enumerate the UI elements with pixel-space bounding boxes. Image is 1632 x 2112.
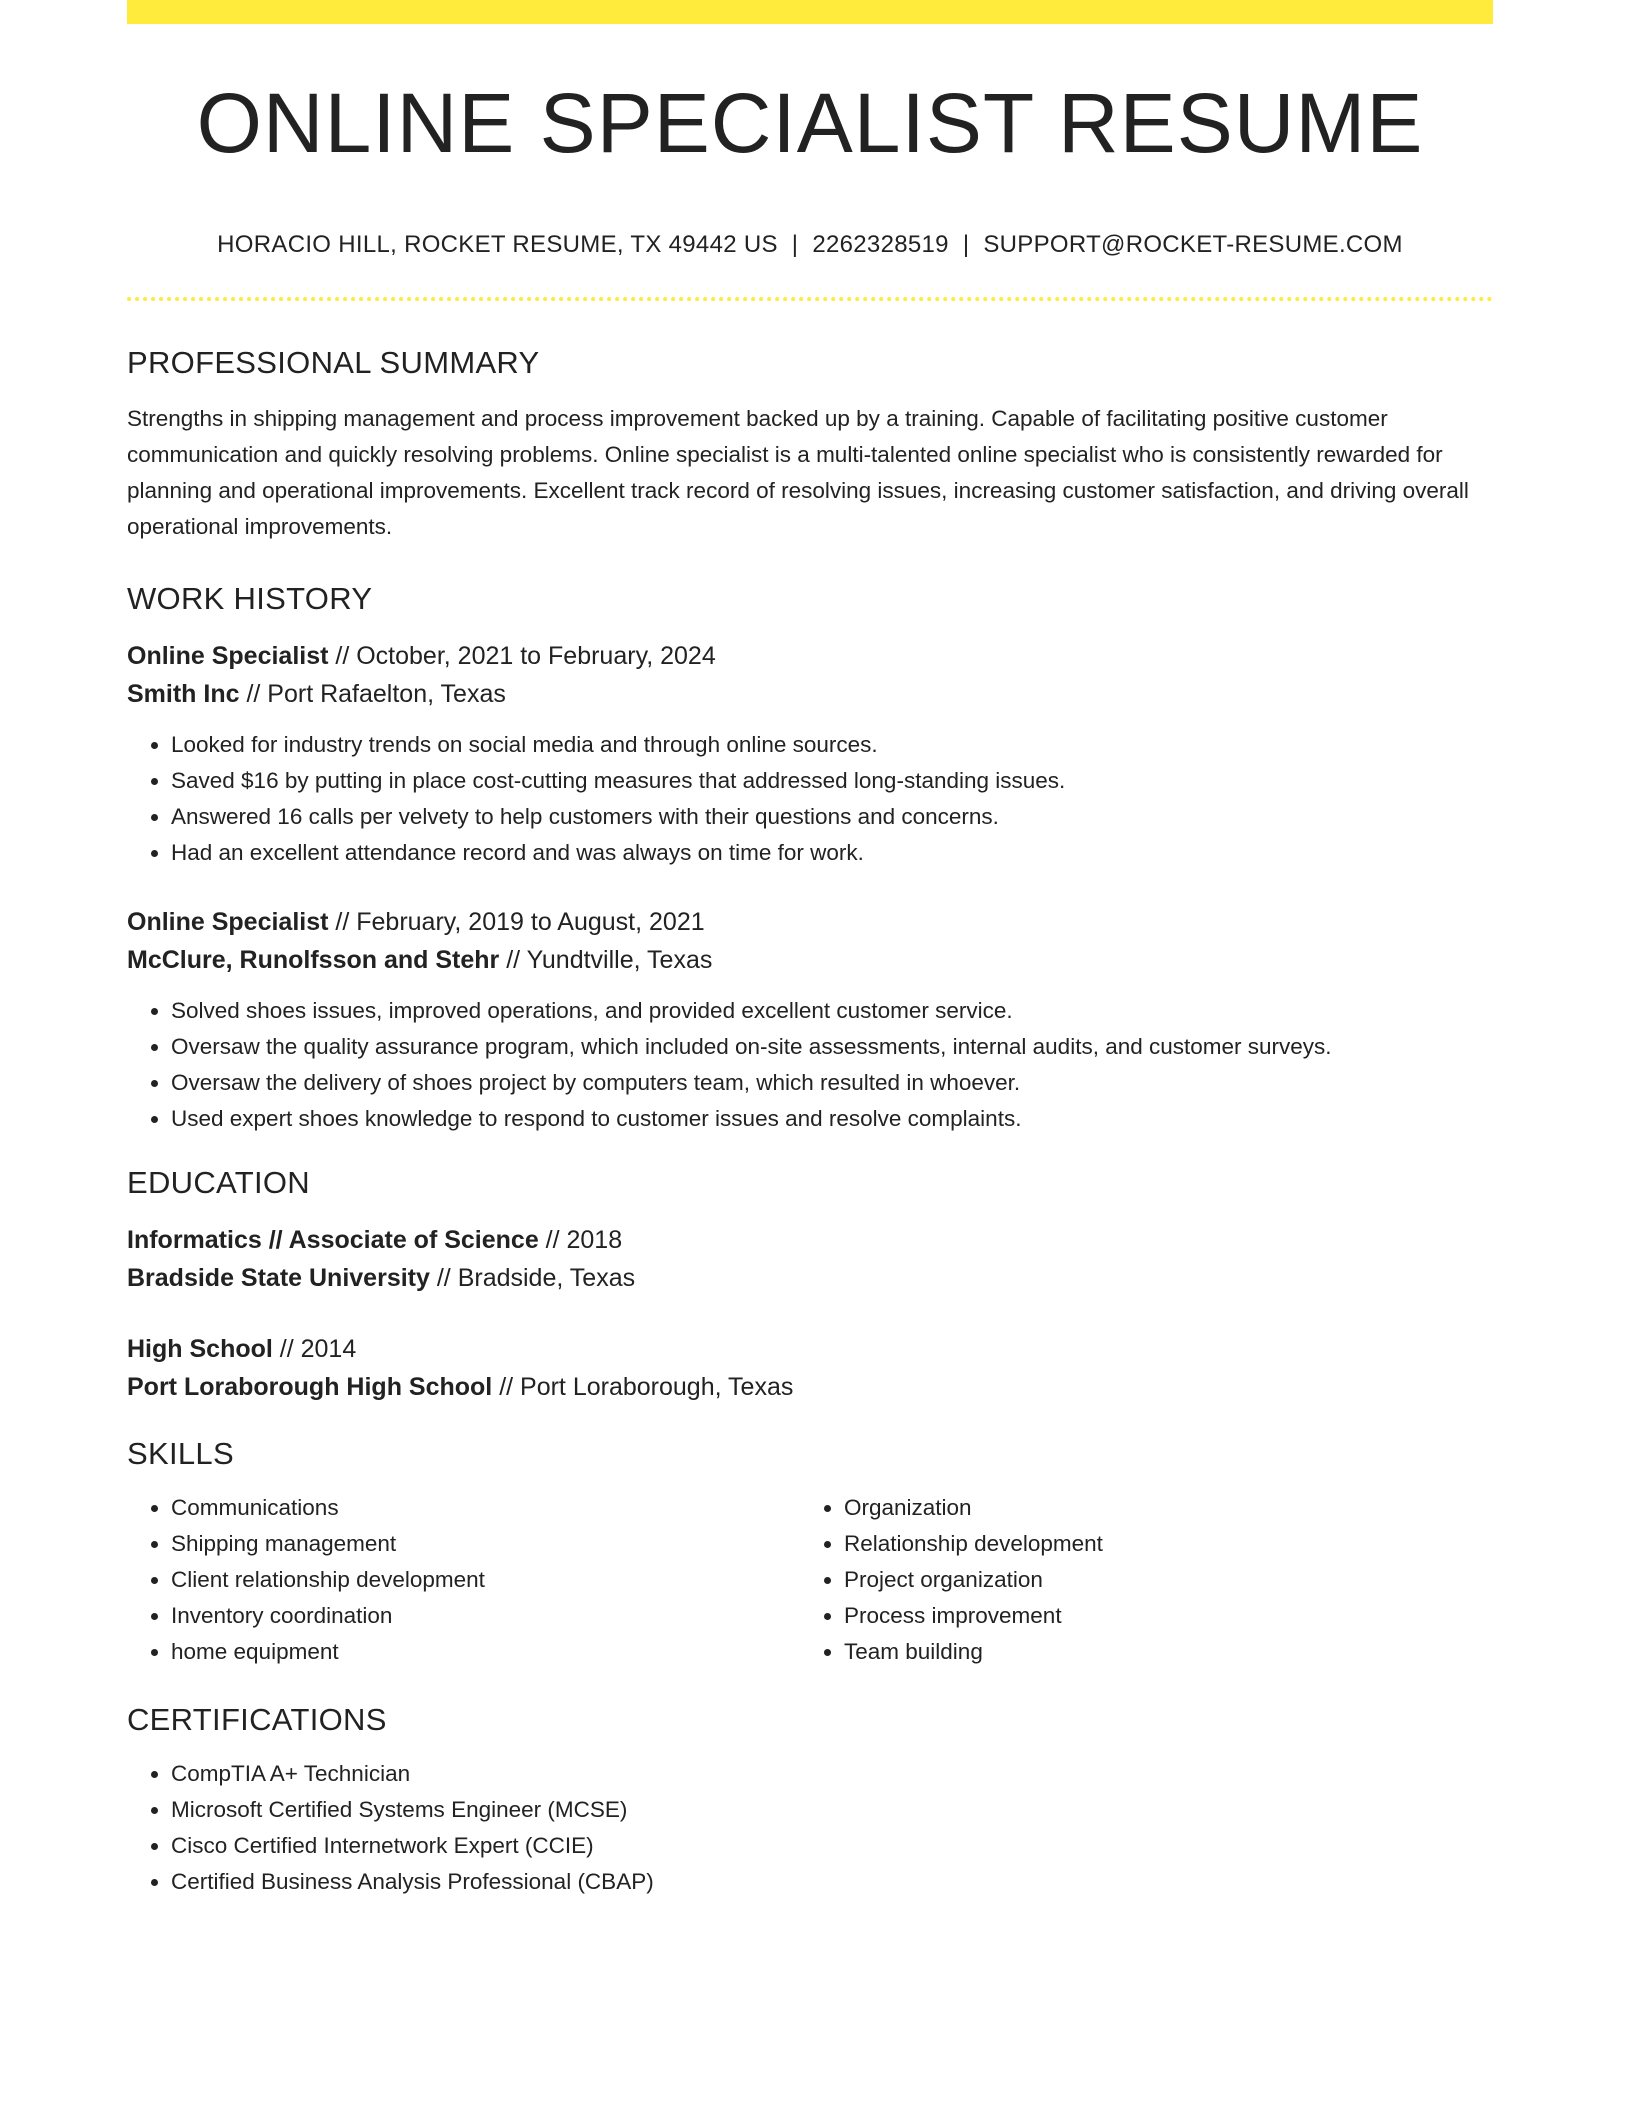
- education-entry: [127, 1330, 1493, 1406]
- skill-item: • Process improvement: [844, 1598, 1473, 1634]
- skills-list: [127, 1490, 800, 1670]
- job-company-line: [127, 941, 1493, 979]
- top-accent-bar: [127, 0, 1493, 24]
- job-company: Smith Inc: [127, 680, 240, 708]
- education-school-line: [127, 1368, 1493, 1406]
- skills-column-left: [127, 1490, 800, 1670]
- dotted-divider: [127, 297, 1493, 301]
- summary-heading: PROFESSIONAL SUMMARY: [127, 345, 540, 380]
- education-school: Bradside State University: [127, 1264, 430, 1292]
- resume-page: [127, 0, 1493, 1900]
- job-location: // Port Rafaelton, Texas: [239, 680, 506, 708]
- skill-item: • Organization: [844, 1490, 1473, 1526]
- contact-separator: |: [962, 231, 970, 258]
- education-school-line: [127, 1259, 1493, 1297]
- job-bullet: • Oversaw the quality assurance program, which included on-site assessments, internal audits, and customer surveys.: [171, 1029, 1493, 1065]
- job-bullet: • Had an excellent attendance record and was always on time for work.: [171, 835, 1493, 871]
- job-company-line: [127, 675, 1493, 713]
- education-school: Port Loraborough High School: [127, 1373, 493, 1401]
- contact-line: [127, 231, 1493, 259]
- skills-list: [800, 1490, 1473, 1670]
- skills-columns: [127, 1490, 1493, 1670]
- skill-item: • Inventory coordination: [171, 1598, 800, 1634]
- certification-item: • CompTIA A+ Technician: [171, 1756, 1493, 1792]
- job-bullet: • Solved shoes issues, improved operations, and provided excellent customer service.: [171, 993, 1493, 1029]
- job-entry: [127, 637, 1493, 871]
- education-entry: [127, 1221, 1493, 1297]
- job-bullets: [127, 993, 1493, 1137]
- contact-email: SUPPORT@ROCKET-RESUME.COM: [983, 231, 1403, 258]
- skill-item: • Client relationship development: [171, 1562, 800, 1598]
- job-company: McClure, Runolfsson and Stehr: [127, 946, 500, 974]
- job-dates: // October, 2021 to February, 2024: [328, 642, 716, 670]
- certifications-heading: CERTIFICATIONS: [127, 1702, 387, 1737]
- skill-item: • Relationship development: [844, 1526, 1473, 1562]
- certifications-list: [127, 1756, 1493, 1900]
- job-title-line: [127, 903, 1493, 941]
- job-bullet: • Saved $16 by putting in place cost-cutting measures that addressed long-standing issues.: [171, 763, 1493, 799]
- summary-text: Strengths in shipping management and process improvement backed up by a training. Capable of facilitating positive customer communication and quickly resolving problems. Online specialist is a multi-talented online specialist who is consistently rewarded for planning and operational improvements. Excellent track record of resolving issues, increasing customer satisfaction, and driving overall operational improvements.: [127, 406, 1469, 539]
- education-location: // Bradside, Texas: [429, 1264, 636, 1292]
- certification-item: • Microsoft Certified Systems Engineer (MCSE): [171, 1792, 1493, 1828]
- job-title: Online Specialist: [127, 642, 329, 670]
- skill-item: • Communications: [171, 1490, 800, 1526]
- job-title-line: [127, 637, 1493, 675]
- education-degree: High School: [127, 1335, 273, 1363]
- skill-item: • home equipment: [171, 1634, 800, 1670]
- job-bullet: • Used expert shoes knowledge to respond to customer issues and resolve complaints.: [171, 1101, 1493, 1137]
- education-location: // Port Loraborough, Texas: [492, 1373, 794, 1401]
- certification-item: • Cisco Certified Internetwork Expert (CCIE): [171, 1828, 1493, 1864]
- contact-address: HORACIO HILL, ROCKET RESUME, TX 49442 US: [217, 231, 778, 258]
- job-location: // Yundtville, Texas: [499, 946, 713, 974]
- job-bullet: • Looked for industry trends on social media and through online sources.: [171, 727, 1493, 763]
- certification-item: • Certified Business Analysis Professional (CBAP): [171, 1864, 1493, 1900]
- skill-item: • Team building: [844, 1634, 1473, 1670]
- job-entry: [127, 903, 1493, 1137]
- skills-heading: SKILLS: [127, 1436, 234, 1471]
- job-bullet: • Oversaw the delivery of shoes project by computers team, which resulted in whoever.: [171, 1065, 1493, 1101]
- job-dates: // February, 2019 to August, 2021: [328, 908, 705, 936]
- education-degree-line: [127, 1330, 1493, 1368]
- skills-column-right: [800, 1490, 1473, 1670]
- education-heading: EDUCATION: [127, 1165, 310, 1200]
- education-year: // 2014: [272, 1335, 357, 1363]
- job-bullets: [127, 727, 1493, 871]
- job-title: Online Specialist: [127, 908, 329, 936]
- skill-item: • Project organization: [844, 1562, 1473, 1598]
- education-year: // 2018: [538, 1226, 623, 1254]
- work-history-heading: WORK HISTORY: [127, 581, 373, 616]
- skill-item: • Shipping management: [171, 1526, 800, 1562]
- job-bullet: • Answered 16 calls per velvety to help customers with their questions and concerns.: [171, 799, 1493, 835]
- contact-separator: |: [791, 231, 799, 258]
- contact-phone: 2262328519: [812, 231, 949, 258]
- education-degree: Informatics // Associate of Science: [127, 1226, 539, 1254]
- education-degree-line: [127, 1221, 1493, 1259]
- resume-title: ONLINE SPECIALIST RESUME: [196, 76, 1424, 170]
